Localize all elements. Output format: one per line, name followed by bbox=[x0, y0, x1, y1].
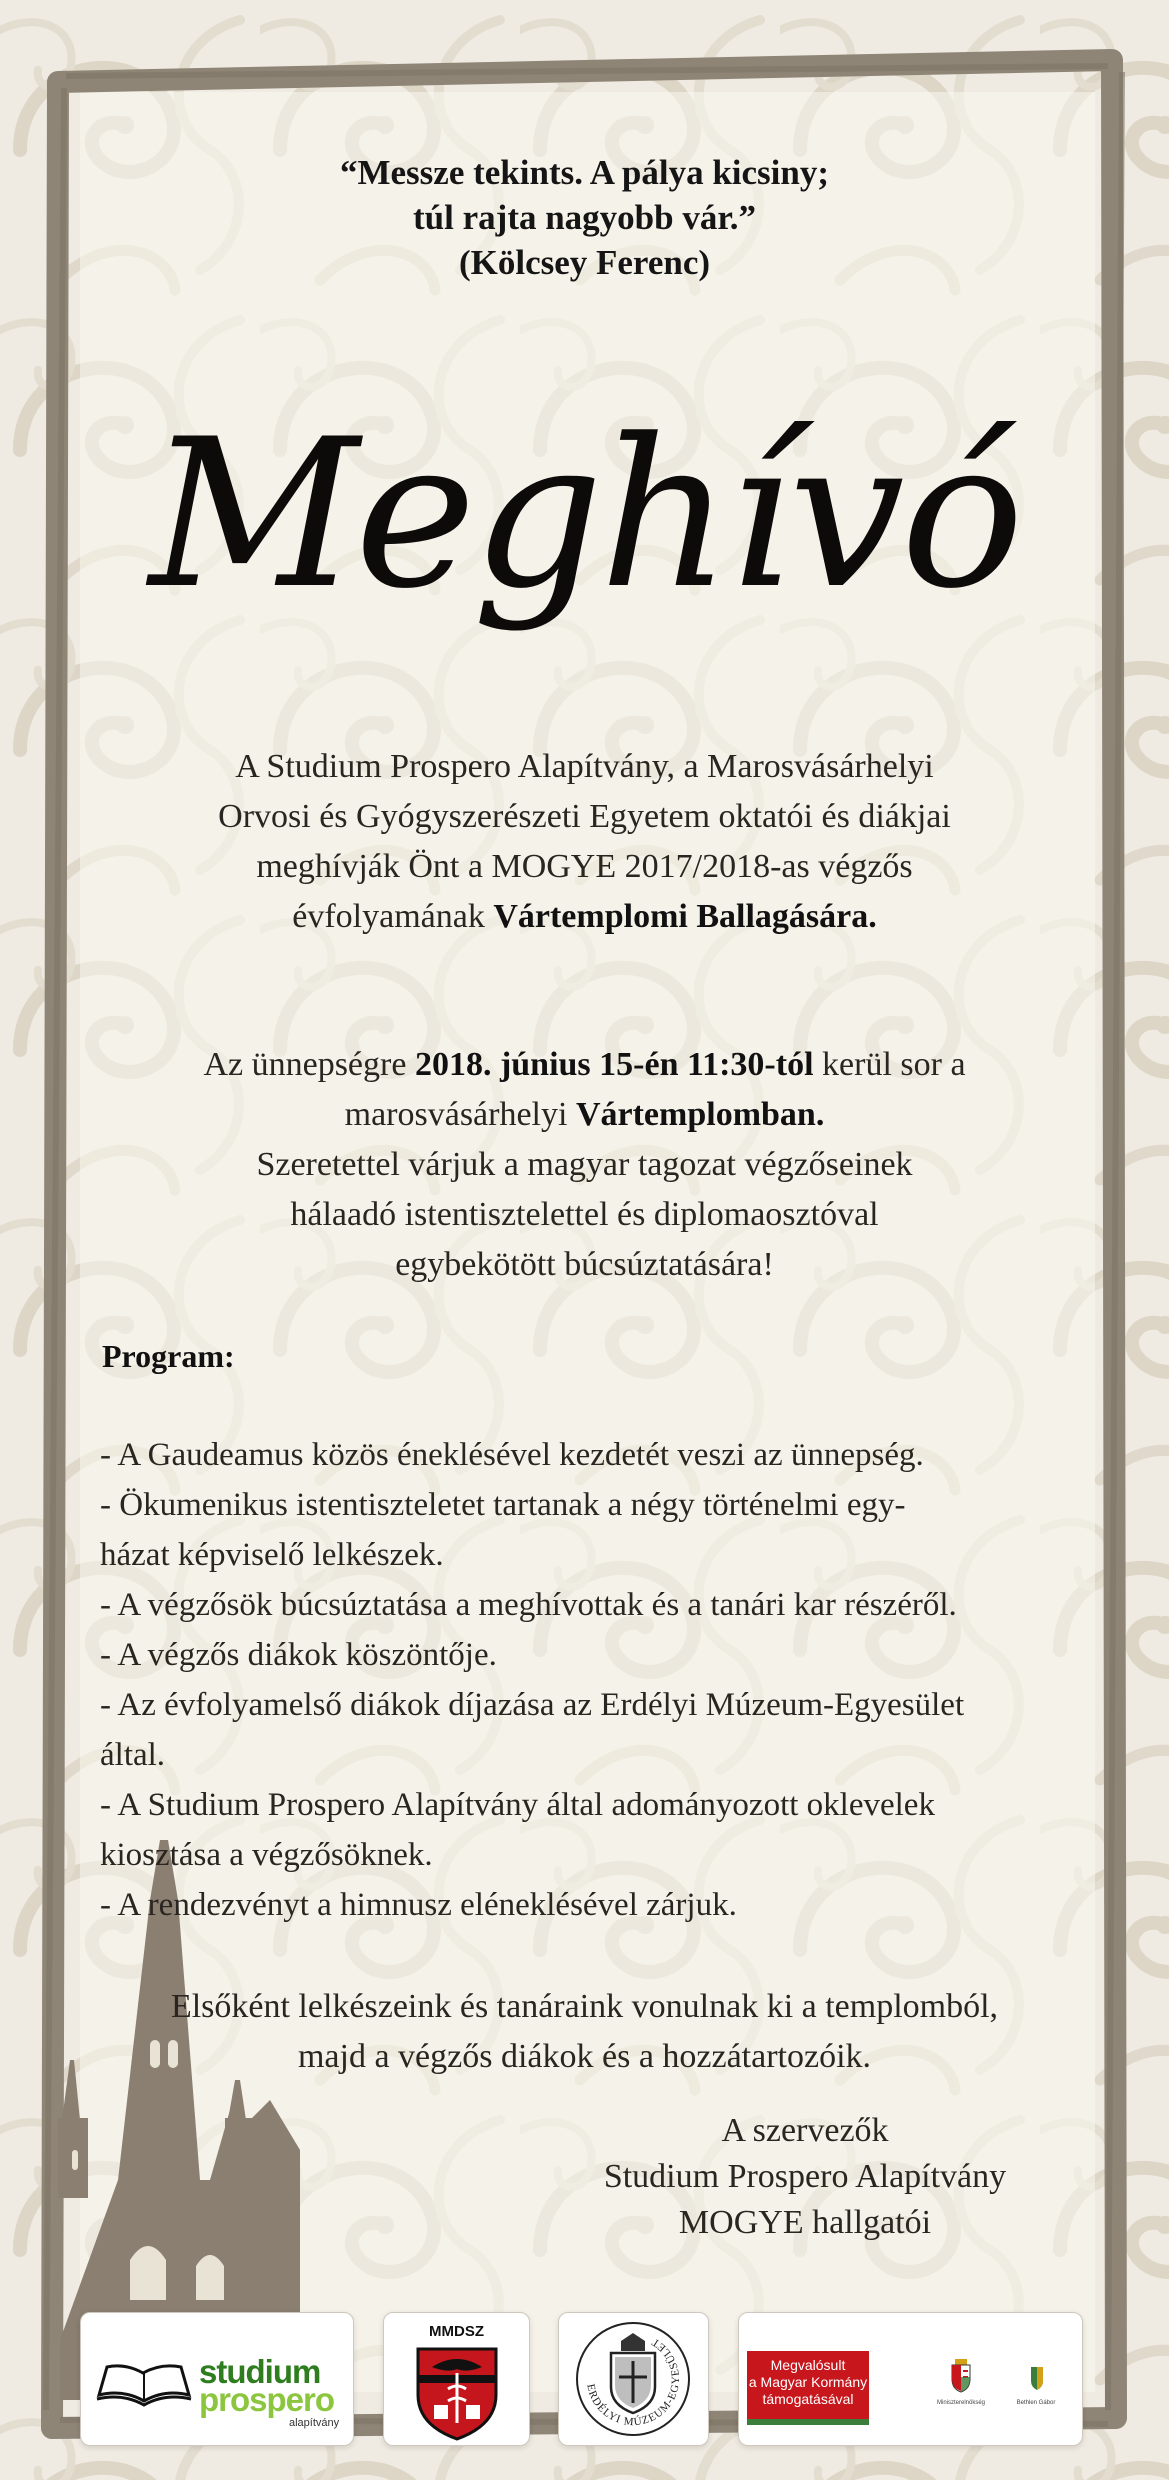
hungarian-coat-of-arms-icon bbox=[949, 2357, 973, 2393]
government-support-badge bbox=[747, 2351, 869, 2419]
page-title: Meghívó bbox=[148, 396, 1021, 634]
signature-line-3: MOGYE hallgatói bbox=[678, 2204, 932, 2241]
program-line: - A végzős diákok köszöntője. bbox=[100, 1637, 497, 1673]
program-line: - A rendezvényt a himnusz eléneklésével zárjuk. bbox=[100, 1887, 737, 1923]
seal-ring-text: ERDÉLYI MÚZEUM-EGYESÜLET bbox=[584, 2335, 683, 2429]
gov-stripe bbox=[747, 2419, 869, 2425]
open-book-icon bbox=[95, 2361, 193, 2407]
ministry-label: Miniszterelnökség bbox=[936, 2400, 986, 2406]
gov-line-3: támogatásával bbox=[762, 2391, 854, 2407]
event-venue: Vártemplomban. bbox=[575, 1096, 825, 1133]
gov-line-1: Megvalósult bbox=[770, 2357, 846, 2373]
program-line: - A végzősök búcsúztatása a meghívottak és a tanári kar részéről. bbox=[100, 1587, 957, 1623]
bethlen-emblem-icon bbox=[1029, 2365, 1045, 2391]
program-line: kiosztása a végzősöknek. bbox=[100, 1837, 433, 1873]
event-date: 2018. június 15-én 11:30-tól bbox=[414, 1046, 814, 1083]
quote-line-1: “Messze tekints. A pálya kicsiny; bbox=[339, 153, 830, 192]
program-line: házat képviselő lelkészek. bbox=[100, 1537, 444, 1573]
quote-block bbox=[0, 150, 1169, 285]
intro-line-3: meghívják Önt a MOGYE 2017/2018-as végzős bbox=[256, 848, 913, 885]
prospero-word: prospero bbox=[199, 2381, 335, 2418]
intro-line-1: A Studium Prospero Alapítvány, a Marosvásárhelyi bbox=[235, 748, 934, 785]
program-heading: Program: bbox=[102, 1338, 235, 1374]
government-support-logo bbox=[738, 2312, 1083, 2446]
event-line-4: hálaadó istentisztelettel és diplomaosztóval bbox=[290, 1196, 879, 1233]
signature-line-2: Studium Prospero Alapítvány bbox=[603, 2158, 1007, 2195]
alapitvany-word: alapítvány bbox=[289, 2417, 340, 2429]
mmdsz-label: MMDSZ bbox=[429, 2323, 484, 2340]
closing-line-2: majd a végzős diákok és a hozzátartozóik. bbox=[297, 2038, 872, 2075]
intro-line-2: Orvosi és Gyógyszerészeti Egyetem oktatói és diákjai bbox=[218, 798, 951, 835]
program-line: által. bbox=[100, 1737, 166, 1773]
program-list bbox=[100, 1430, 1060, 1930]
seal-emblem-icon bbox=[571, 2317, 695, 2441]
event-paragraph bbox=[0, 1040, 1169, 1290]
program-line: - A Studium Prospero Alapítvány által adományozott oklevelek bbox=[100, 1787, 935, 1823]
signature-line-1: A szervezők bbox=[721, 2112, 889, 2149]
program-line: - Az évfolyamelső diákok díjazása az Erdélyi Múzeum-Egyesület bbox=[100, 1687, 965, 1723]
quote-line-2: túl rajta nagyobb vár.” bbox=[413, 198, 756, 237]
quote-author: (Kölcsey Ferenc) bbox=[458, 243, 711, 282]
program-line: - A Gaudeamus közös éneklésével kezdetét veszi az ünnepség. bbox=[100, 1437, 924, 1473]
intro-paragraph bbox=[0, 742, 1169, 942]
closing-paragraph bbox=[0, 1982, 1169, 2082]
event-line-3: Szeretettel várjuk a magyar tagozat végzőseinek bbox=[256, 1146, 913, 1183]
closing-line-1: Elsőként lelkészeink és tanáraink vonulnak ki a templomból, bbox=[170, 1988, 999, 2025]
shield-crest-icon bbox=[412, 2343, 502, 2441]
event-line-2: marosvásárhelyi Vártemplomban. bbox=[344, 1096, 825, 1133]
event-line-1: Az ünnepségre 2018. június 15-én 11:30-tól kerül sor a bbox=[203, 1046, 966, 1083]
gov-line-2: a Magyar Kormány bbox=[748, 2374, 868, 2390]
program-line: - Ökumenikus istentiszteletet tartanak a négy történelmi egy- bbox=[100, 1487, 906, 1523]
mmdsz-logo bbox=[383, 2312, 530, 2446]
studium-prospero-logo bbox=[80, 2312, 354, 2446]
signature-block bbox=[570, 2108, 1040, 2246]
event-line-5: egybekötött búcsúztatására! bbox=[395, 1246, 774, 1283]
eme-logo bbox=[558, 2312, 709, 2446]
intro-line-4: évfolyamának Vártemplomi Ballagására. bbox=[292, 898, 877, 935]
studium-word: studium bbox=[199, 2353, 321, 2390]
graduation-name: Vártemplomi Ballagására. bbox=[493, 898, 877, 935]
bethlen-label: Bethlen Gábor bbox=[1016, 2400, 1056, 2406]
